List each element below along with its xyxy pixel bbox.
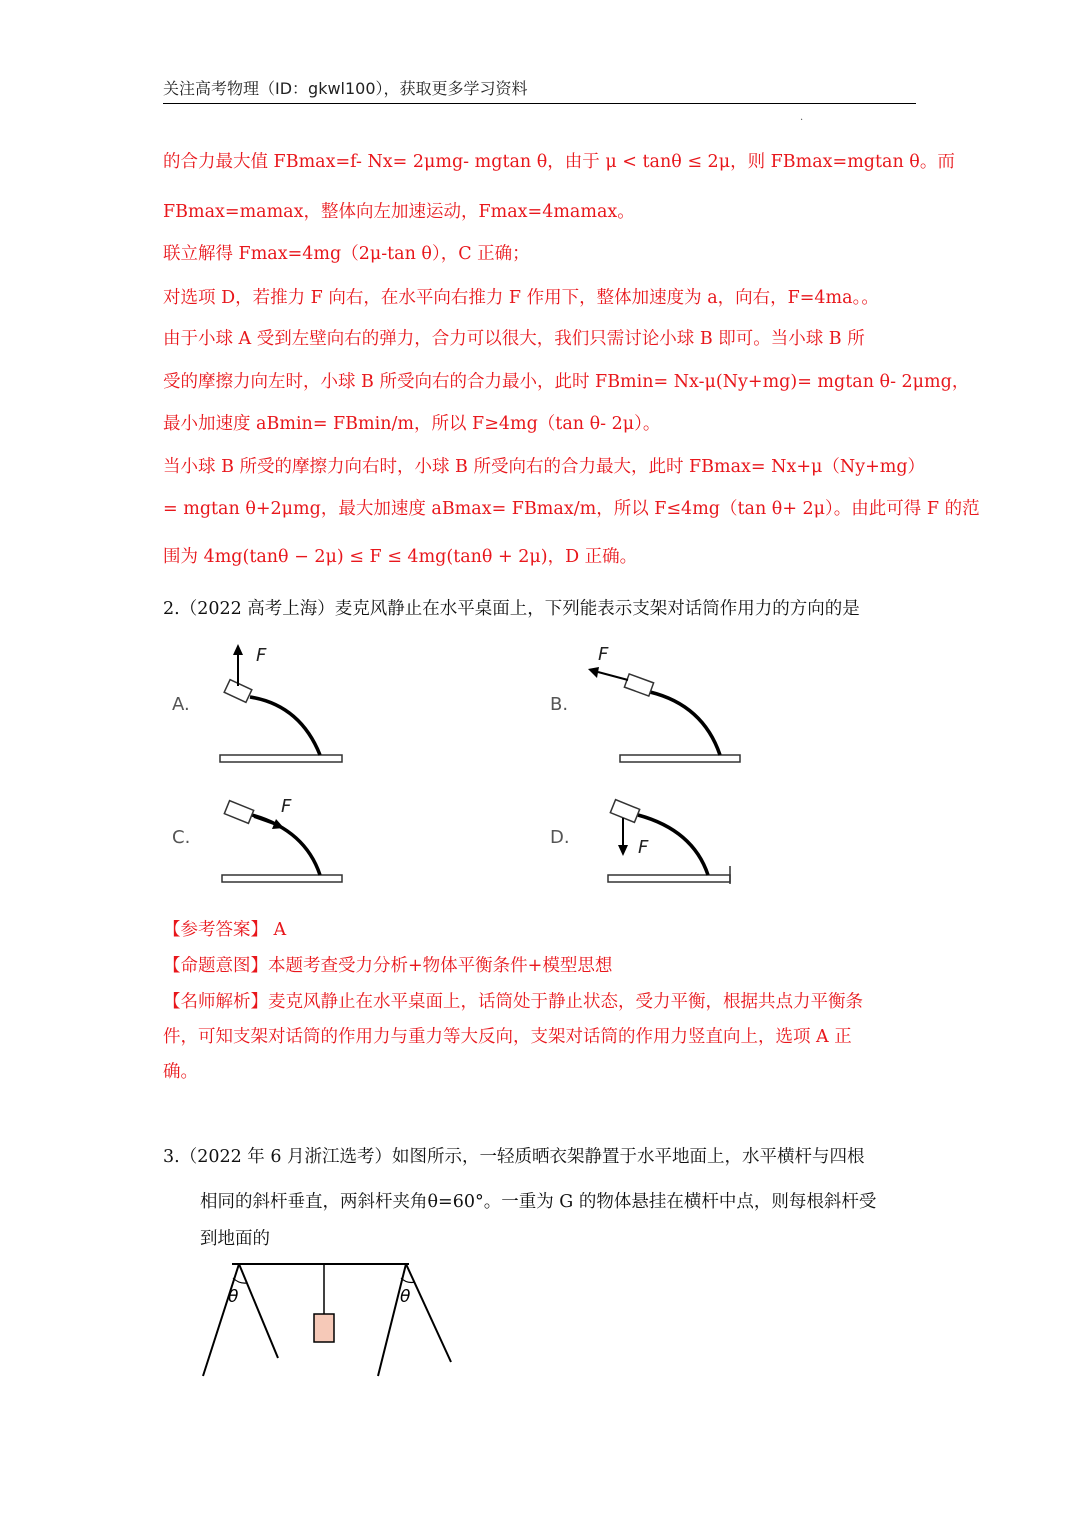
solution-line: 受的摩擦力向左时，小球 B 所受向右的合力最小，此时 FBmin= Nx-μ(Ny+mg)= mgtan θ- 2μmg， (163, 372, 970, 392)
table-top (222, 875, 342, 882)
option-b-label: B. (550, 694, 569, 715)
question-3-stem: 到地面的 (200, 1229, 270, 1249)
mic-stand (650, 692, 720, 755)
option-c-label: C. (172, 827, 191, 848)
angle-label: θ (228, 1287, 239, 1307)
option-c-diagram (170, 790, 360, 890)
option-b-diagram (548, 640, 748, 770)
slant-rod (406, 1264, 451, 1362)
arrow-head (588, 667, 599, 678)
force-arrow (598, 672, 628, 680)
force-label: F (598, 644, 609, 665)
microphone (624, 674, 653, 696)
force-label: F (256, 645, 267, 666)
mic-stand (252, 815, 320, 875)
mic-stand (250, 697, 320, 755)
solution-line: FBmax=mamax，整体向左加速运动，Fmax=4mamax。 (163, 202, 635, 222)
arrow-head (233, 644, 243, 655)
slant-rod (203, 1264, 239, 1376)
solution-line: 最小加速度 aBmin= FBmin/m，所以 F≥4mg（tan θ- 2μ）。 (163, 414, 661, 434)
option-a-label: A. (172, 694, 190, 715)
option-d-diagram (548, 790, 748, 890)
solution-line: = mgtan θ+2μmg，最大加速度 aBmax= FBmax/m，所以 F≤4mg（tan θ+ 2μ）。由此可得 F 的范 (163, 499, 980, 519)
solution-line: 对选项 D，若推力 F 向右，在水平向右推力 F 作用下，整体加速度为 a，向右，F=4ma。。 (163, 288, 879, 308)
microphone (610, 800, 639, 823)
clothes-rack-diagram (195, 1258, 465, 1388)
page-header: 关注高考物理（ID：gkwl100），获取更多学习资料 (163, 76, 916, 104)
solution-line: 当小球 B 所受的摩擦力向右时，小球 B 所受向右的合力最大，此时 FBmax= Nx+μ（Ny+mg） (163, 457, 926, 477)
solution-line: 联立解得 Fmax=4mg（2μ-tan θ），C 正确； (163, 244, 530, 264)
microphone (224, 801, 253, 824)
answer: 【参考答案】 A (163, 920, 287, 940)
option-a-diagram (170, 640, 360, 770)
question-3-stem: 3.（2022 年 6 月浙江选考）如图所示，一轻质晒衣架静置于水平地面上，水平横杆与四根 (163, 1147, 865, 1167)
solution-line: 围为 4mg(tanθ − 2μ) ≤ F ≤ 4mg(tanθ + 2μ)，D 正确。 (163, 547, 638, 567)
solution-line: 的合力最大值 FBmax=f- Nx= 2μmg- mgtan θ，由于 μ < tanθ ≤ 2μ，则 FBmax=mgtan θ。而 (163, 152, 955, 172)
analysis-line: 件，可知支架对话筒的作用力与重力等大反向，支架对话筒的作用力竖直向上，选项 A 正 (163, 1027, 852, 1047)
mic-stand (638, 815, 708, 875)
slant-rod (378, 1264, 406, 1376)
angle-label: θ (400, 1287, 411, 1307)
force-label: F (281, 796, 292, 817)
hanging-weight (314, 1314, 334, 1342)
arrow-head (618, 845, 628, 856)
analysis-line: 确。 (163, 1062, 198, 1082)
intent: 【命题意图】本题考查受力分析+物体平衡条件+模型思想 (163, 956, 613, 976)
question-3-stem: 相同的斜杆垂直，两斜杆夹角θ=60°。一重为 G 的物体悬挂在横杆中点，则每根斜杆受 (200, 1192, 877, 1212)
table-top (220, 755, 342, 762)
header-dot: . (800, 112, 804, 123)
question-2-stem: 2.（2022 高考上海）麦克风静止在水平桌面上，下列能表示支架对话筒作用力的方向的是 (163, 599, 860, 619)
analysis-line: 【名师解析】麦克风静止在水平桌面上，话筒处于静止状态，受力平衡，根据共点力平衡条 (163, 992, 863, 1012)
option-d-label: D. (550, 827, 570, 848)
table-top (620, 755, 740, 762)
solution-line: 由于小球 A 受到左壁向右的弹力，合力可以很大，我们只需讨论小球 B 即可。当小球 B 所 (163, 329, 865, 349)
table-top (608, 875, 730, 882)
slant-rod (239, 1264, 278, 1358)
force-label: F (638, 837, 649, 858)
